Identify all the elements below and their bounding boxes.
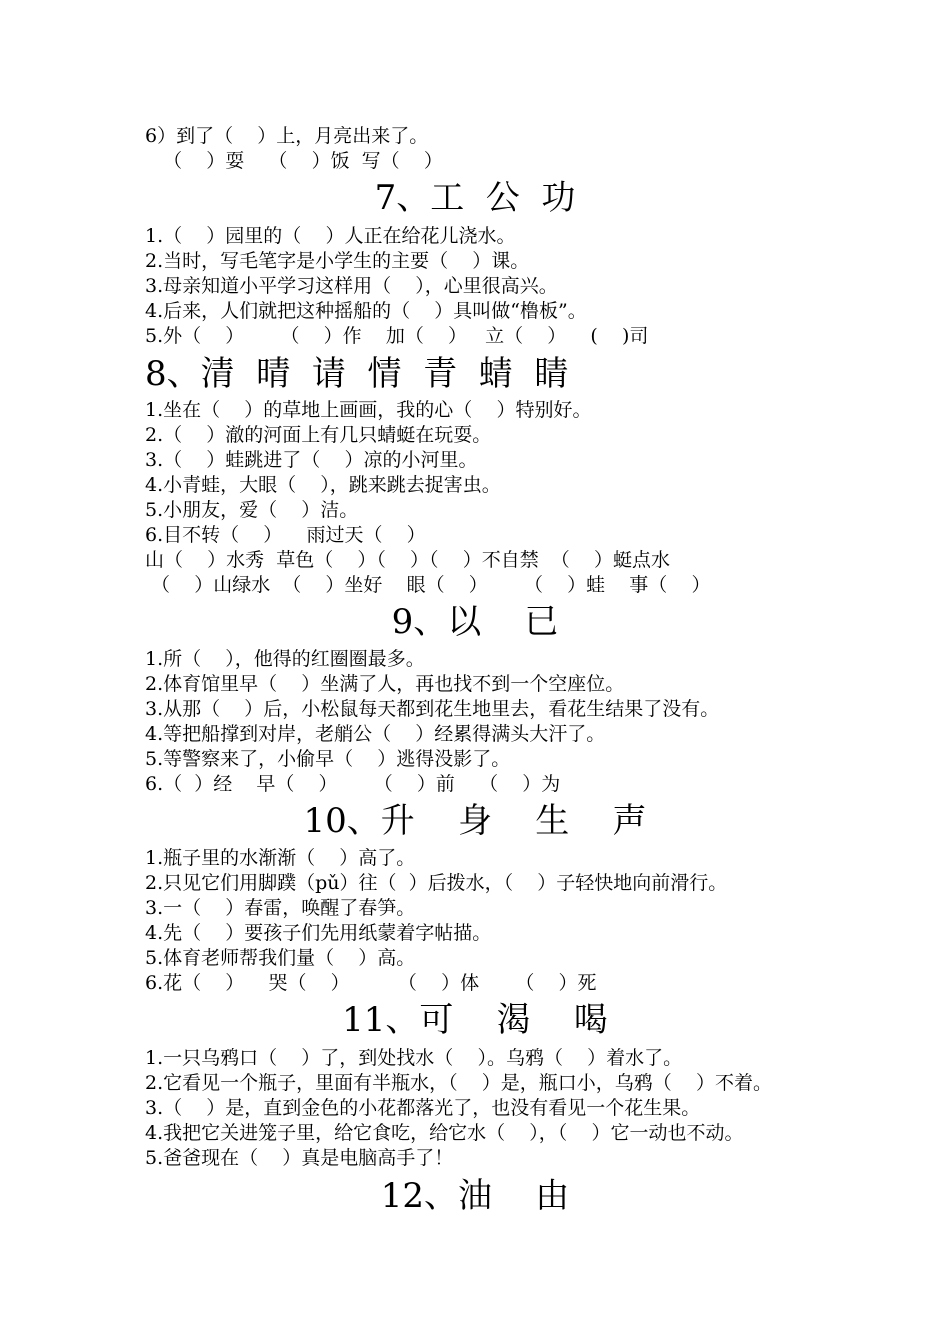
section11-line-2: 2.它看见一个瓶子，里面有半瓶水，（ ）是，瓶口小，乌鸦（ ）不着。 <box>145 1072 772 1094</box>
section7-line-1: 1.（ ）园里的（ ）人正在给花儿浇水。 <box>145 225 516 247</box>
section7-line-3: 3.母亲知道小平学习这样用（ ），心里很高兴。 <box>145 275 558 297</box>
section7-line-5: 5.外（ ） （ ）作 加（ ） 立（ ） ( )司 <box>145 325 649 347</box>
section9-line-1: 1.所（ ），他得的红圈圈最多。 <box>145 648 425 670</box>
section8-line-3: 3.（ ）蛙跳进了（ ）凉的小河里。 <box>145 449 478 471</box>
section9-line-5: 5.等警察来了，小偷早（ ）逃得没影了。 <box>145 748 511 770</box>
section7-line-4: 4.后来，人们就把这种摇船的（ ）具叫做“橹板”。 <box>145 300 587 322</box>
section9-line-4: 4.等把船撑到对岸，老艄公（ ）经累得满头大汗了。 <box>145 723 606 745</box>
section9-line-2: 2.体育馆里早（ ）坐满了人，再也找不到一个空座位。 <box>145 673 625 695</box>
section11-line-1: 1.一只乌鸦口（ ）了，到处找水（ ）。乌鸦（ ）着水了。 <box>145 1047 683 1069</box>
section7-heading: 7、工 公 功 <box>374 178 576 218</box>
section8-line-5: 5.小朋友，爱（ ）洁。 <box>145 499 359 521</box>
section8-heading: 8、清 晴 请 情 青 蜻 睛 <box>145 354 569 394</box>
section10-line-4: 4.先（ ）要孩子们先用纸蒙着字帖描。 <box>145 922 492 944</box>
section8-line-1: 1.坐在（ ）的草地上画画，我的心（ ）特别好。 <box>145 399 592 421</box>
section10-line-1: 1.瓶子里的水渐渐（ ）高了。 <box>145 847 416 869</box>
section12-heading: 12、油 由 <box>380 1176 570 1216</box>
section10-line-3: 3.一（ ）春雷，唤醒了春笋。 <box>145 897 416 919</box>
section10-line-6: 6.花（ ） 哭（ ） （ ）体 （ ）死 <box>145 972 597 994</box>
section11-heading: 11、可 渴 喝 <box>342 1000 608 1040</box>
section8-line-4: 4.小青蛙，大眼（ ），跳来跳去捉害虫。 <box>145 474 501 496</box>
section11-line-5: 5.爸爸现在（ ）真是电脑高手了！ <box>145 1147 454 1169</box>
section11-line-4: 4.我把它关进笼子里，给它食吃，给它水（ ），（ ）它一动也不动。 <box>145 1122 744 1144</box>
section9-heading: 9、以 已 <box>391 602 559 642</box>
section8-line-7: 山（ ）水秀 草色（ ）（ ）（ ）不自禁 （ ）蜓点水 <box>145 549 670 571</box>
section8-line-8: （ ）山绿水 （ ）坐好 眼（ ） （ ）蛙 事（ ） <box>145 574 711 596</box>
section8-line-6: 6.目不转（ ） 雨过天（ ） <box>145 524 426 546</box>
section6-fill-line: （ ）耍 （ ）饭 写（ ） <box>145 150 443 172</box>
section8-line-2: 2.（ ）澈的河面上有几只蜻蜓在玩耍。 <box>145 424 492 446</box>
section10-heading: 10、升 身 生 声 <box>303 801 647 841</box>
section11-line-3: 3.（ ）是，直到金色的小花都落光了，也没有看见一个花生果。 <box>145 1097 701 1119</box>
section9-line-6: 6.（ ）经 早（ ） （ ）前 （ ）为 <box>145 773 561 795</box>
section6-line-6: 6）到了（ ）上，月亮出来了。 <box>145 125 429 147</box>
section10-line-2: 2.只见它们用脚蹼（pǔ）往（ ）后拨水，（ ）子轻快地向前滑行。 <box>145 872 728 894</box>
section7-line-2: 2.当时，写毛笔字是小学生的主要（ ）课。 <box>145 250 530 272</box>
section10-line-5: 5.体育老师帮我们量（ ）高。 <box>145 947 416 969</box>
section9-line-3: 3.从那（ ）后，小松鼠每天都到花生地里去，看花生结果了没有。 <box>145 698 720 720</box>
